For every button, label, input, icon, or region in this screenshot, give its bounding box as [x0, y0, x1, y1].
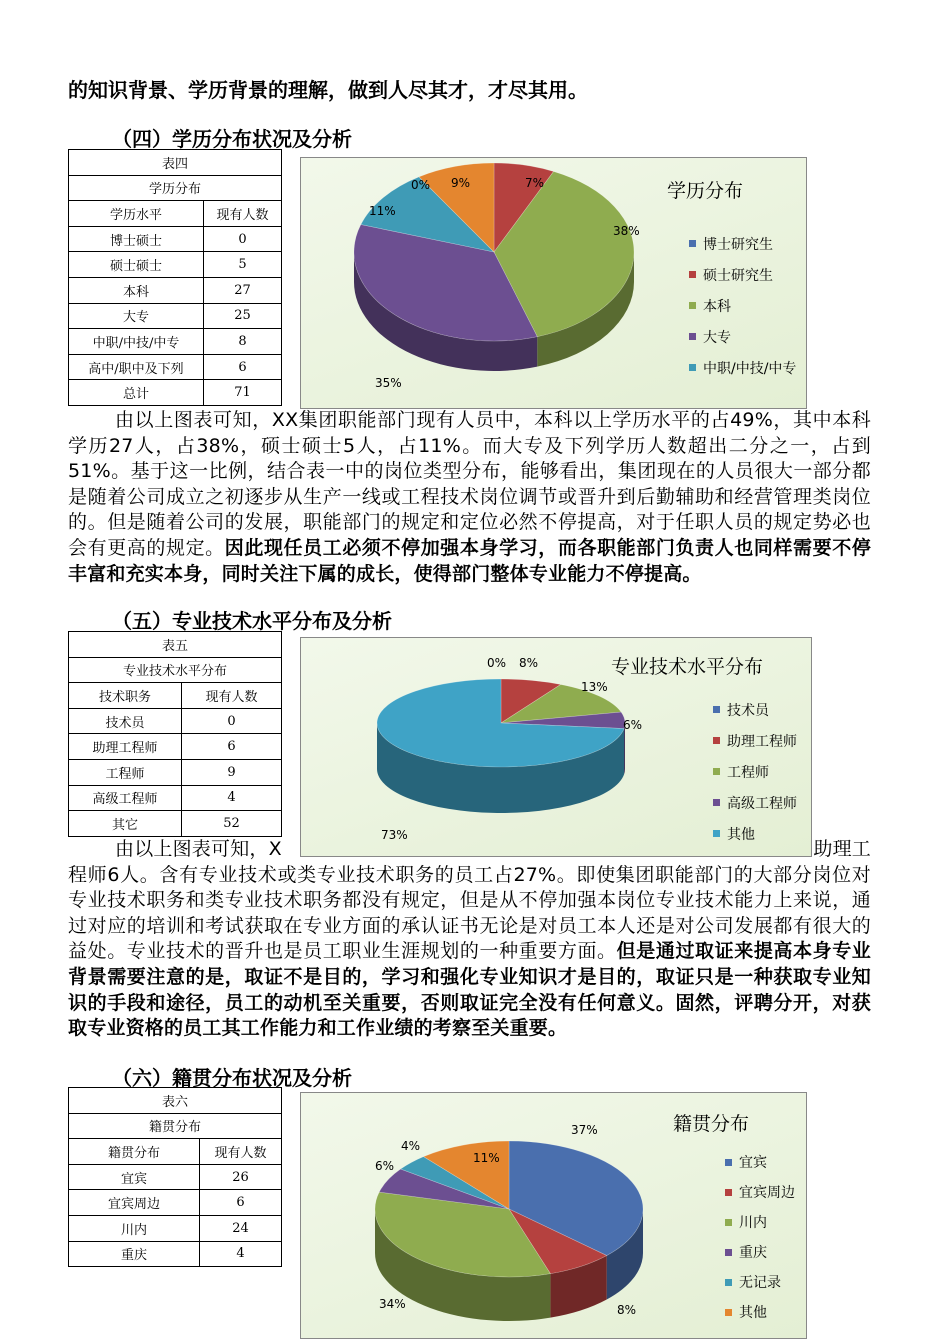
table-header: 现有人数: [200, 1139, 282, 1165]
legend-swatch: [713, 706, 720, 713]
chart-legend: [713, 694, 797, 849]
legend-label: 重庆: [739, 1245, 767, 1261]
legend-swatch: [689, 240, 696, 247]
table-header: 现有人数: [204, 201, 282, 227]
legend-item: [689, 352, 796, 383]
table-cell: 6: [200, 1190, 282, 1216]
data-label: 37%: [571, 1123, 598, 1137]
data-label: 8%: [617, 1303, 637, 1317]
legend-label: 其他: [739, 1305, 767, 1321]
table-cell: 0: [204, 226, 282, 252]
legend-label: 本科: [703, 298, 731, 315]
legend-swatch: [725, 1249, 732, 1256]
legend-item: [725, 1267, 795, 1297]
table-cell: 总计: [69, 380, 204, 406]
section-paragraph-technical: [68, 837, 871, 1042]
table-cell: 4: [182, 785, 282, 811]
section-paragraph-education: [68, 408, 871, 587]
data-label: 0%: [487, 656, 507, 670]
table-title: 专业技术水平分布: [69, 657, 282, 683]
chart-legend: [725, 1147, 795, 1327]
paragraph-text: 由以上图表可知，XX集团职能部门现有人员中，本科以上学历水平的占49%，其中本科学历27人，占38%，硕士硕士5人，占11%。而大专及下列学历人数超出二分之一，占到51%。基于这一比例，结合表一中的岗位类型分布，能够看出，集团现在的人员很大一部分都是随着公司成立之初逐步从生产一线或工程技术岗位调节或晋升到后勤辅助和经营管理类岗位的。但是随着公司的发展，职能部门的规定和定位必然不停提高，对于任职人员的规定势必也会有更高的规定。: [68, 409, 871, 559]
section-heading-education: （四）学历分布状况及分析: [112, 127, 352, 151]
table-cell: 高级工程师: [69, 785, 182, 811]
data-label: 6%: [623, 718, 643, 732]
table-row: [69, 1190, 282, 1216]
legend-label: 大专: [703, 329, 731, 346]
data-label: 9%: [451, 176, 471, 190]
origin-pie-chart: [300, 1092, 807, 1339]
legend-label: 博士研究生: [703, 236, 773, 253]
legend-label: 工程师: [727, 764, 769, 781]
table-header: 技术职务: [69, 683, 182, 709]
table-cell: 川内: [69, 1215, 200, 1241]
table-caption: 表四: [69, 150, 282, 176]
data-label: 6%: [375, 1159, 395, 1173]
paragraph-text: 由以上图表可知，X: [115, 838, 282, 860]
paragraph-bold-text: 因此现任员工必须不停加强本身学习，而各职能部门负责人也同样需要不停丰富和充实本身，同时关注下属的成长，使得部门整体专业能力不停提高。: [68, 536, 871, 585]
education-table: [68, 149, 282, 406]
legend-item: [689, 321, 796, 352]
legend-item: [725, 1207, 795, 1237]
legend-label: 硕士研究生: [703, 267, 773, 284]
table-row: [69, 759, 282, 785]
legend-swatch: [689, 271, 696, 278]
legend-item: [713, 725, 797, 756]
legend-swatch: [689, 302, 696, 309]
table-cell: 26: [200, 1164, 282, 1190]
technical-pie-chart: [300, 637, 812, 857]
table-cell: 博士硕士: [69, 226, 204, 252]
table-row: [69, 1241, 282, 1267]
table-cell: 宜宾: [69, 1164, 200, 1190]
legend-swatch: [713, 737, 720, 744]
legend-label: 技术员: [727, 702, 769, 719]
table-row: [69, 354, 282, 380]
paragraph-first-line: [68, 837, 871, 863]
table-row: [69, 785, 282, 811]
legend-label: 无记录: [739, 1275, 781, 1291]
table-row: [69, 226, 282, 252]
education-pie-chart: [300, 157, 807, 409]
legend-label: 助理工程师: [727, 733, 797, 750]
legend-item: [725, 1147, 795, 1177]
section-heading-origin: （六）籍贯分布状况及分析: [112, 1066, 352, 1090]
table-row: [69, 380, 282, 406]
legend-label: 中职/中技/中专: [703, 360, 797, 377]
chart-legend: [689, 228, 796, 383]
legend-item: [713, 694, 797, 725]
legend-item: [689, 259, 796, 290]
table-cell: 其它: [69, 811, 182, 837]
data-label: 38%: [613, 224, 640, 238]
legend-label: 宜宾周边: [739, 1185, 795, 1201]
technical-table: [68, 631, 282, 837]
table-cell: 71: [204, 380, 282, 406]
table-row: [69, 252, 282, 278]
legend-swatch: [725, 1219, 732, 1226]
legend-swatch: [725, 1159, 732, 1166]
paragraph-bold-text: 但是通过取证来提高本身专业背景需要注意的是，取证不是目的，学习和强化专业知识才是目的，取证只是一种获取专业知识的手段和途径，员工的动机至关重要，否则取证完全没有任何意义。固然，评聘分开，对获取专业资格的员工其工作能力和工作业绩的考察至关重要。: [68, 940, 871, 1040]
table-caption: 表六: [69, 1088, 282, 1114]
table-cell: 9: [182, 759, 282, 785]
table-title: 籍贯分布: [69, 1113, 282, 1139]
table-title: 学历分布: [69, 175, 282, 201]
table-cell: 大专: [69, 303, 204, 329]
chart-title: 学历分布: [667, 180, 744, 202]
origin-table: [68, 1087, 282, 1267]
table-caption: 表五: [69, 632, 282, 658]
table-cell: 宜宾周边: [69, 1190, 200, 1216]
legend-label: 其他: [727, 826, 755, 843]
legend-swatch: [689, 364, 696, 371]
table-cell: 6: [204, 354, 282, 380]
table-cell: 工程师: [69, 759, 182, 785]
table-cell: 中职/中技/中专: [69, 329, 204, 355]
table-cell: 4: [200, 1241, 282, 1267]
legend-swatch: [713, 768, 720, 775]
table-cell: 52: [182, 811, 282, 837]
chart-title: 籍贯分布: [673, 1113, 750, 1135]
table-cell: 6: [182, 734, 282, 760]
table-row: [69, 811, 282, 837]
table-cell: 25: [204, 303, 282, 329]
section-heading-technical: （五）专业技术水平分布及分析: [112, 609, 392, 633]
legend-swatch: [713, 799, 720, 806]
table-header: 学历水平: [69, 201, 204, 227]
legend-label: 高级工程师: [727, 795, 797, 812]
legend-item: [725, 1237, 795, 1267]
legend-item: [725, 1177, 795, 1207]
legend-swatch: [725, 1309, 732, 1316]
legend-item: [725, 1297, 795, 1327]
table-cell: 技术员: [69, 708, 182, 734]
legend-swatch: [689, 333, 696, 340]
table-row: [69, 329, 282, 355]
table-row: [69, 734, 282, 760]
table-cell: 0: [182, 708, 282, 734]
table-header: 现有人数: [182, 683, 282, 709]
legend-item: [713, 787, 797, 818]
legend-swatch: [725, 1279, 732, 1286]
data-label: 4%: [401, 1139, 421, 1153]
table-cell: 硕士硕士: [69, 252, 204, 278]
intro-line: 的知识背景、学历背景的理解，做到人尽其才，才尽其用。: [68, 78, 588, 102]
legend-swatch: [725, 1189, 732, 1196]
chart-title: 专业技术水平分布: [611, 656, 764, 678]
data-label: 11%: [473, 1151, 500, 1165]
table-row: [69, 303, 282, 329]
table-cell: 本科: [69, 277, 204, 303]
legend-item: [689, 290, 796, 321]
legend-item: [713, 756, 797, 787]
table-cell: 重庆: [69, 1241, 200, 1267]
table-row: [69, 1164, 282, 1190]
table-cell: 5: [204, 252, 282, 278]
legend-label: 川内: [739, 1215, 767, 1231]
data-label: 34%: [379, 1297, 406, 1311]
table-row: [69, 708, 282, 734]
data-label: 73%: [381, 828, 408, 842]
data-label: 0%: [411, 178, 431, 192]
table-cell: 27: [204, 277, 282, 303]
data-label: 11%: [369, 204, 396, 218]
data-label: 35%: [375, 376, 402, 390]
data-label: 8%: [519, 656, 539, 670]
data-label: 7%: [525, 176, 545, 190]
table-cell: 8: [204, 329, 282, 355]
legend-swatch: [713, 830, 720, 837]
legend-label: 宜宾: [739, 1155, 767, 1171]
legend-item: [689, 228, 796, 259]
table-cell: 助理工程师: [69, 734, 182, 760]
table-cell: 24: [200, 1215, 282, 1241]
paragraph-text: 程师6人。含有专业技术或类专业技术职务的员工占27%。即使集团职能部门的大部分岗位对专业技术职务和类专业技术职务都没有规定，但是从不停加强本岗位专业技术能力上来说，通过对应的培训和考试获取在专业方面的承认证书无论是对员工本人还是对公司发展都有很大的益处。专业技术的晋升也是员工职业生涯规划的一种重要方面。: [68, 863, 871, 963]
data-label: 13%: [581, 680, 608, 694]
table-row: [69, 277, 282, 303]
table-header: 籍贯分布: [69, 1139, 200, 1165]
table-cell: 高中/职中及下列: [69, 354, 204, 380]
paragraph-text: 助理工: [813, 838, 871, 860]
table-row: [69, 1215, 282, 1241]
